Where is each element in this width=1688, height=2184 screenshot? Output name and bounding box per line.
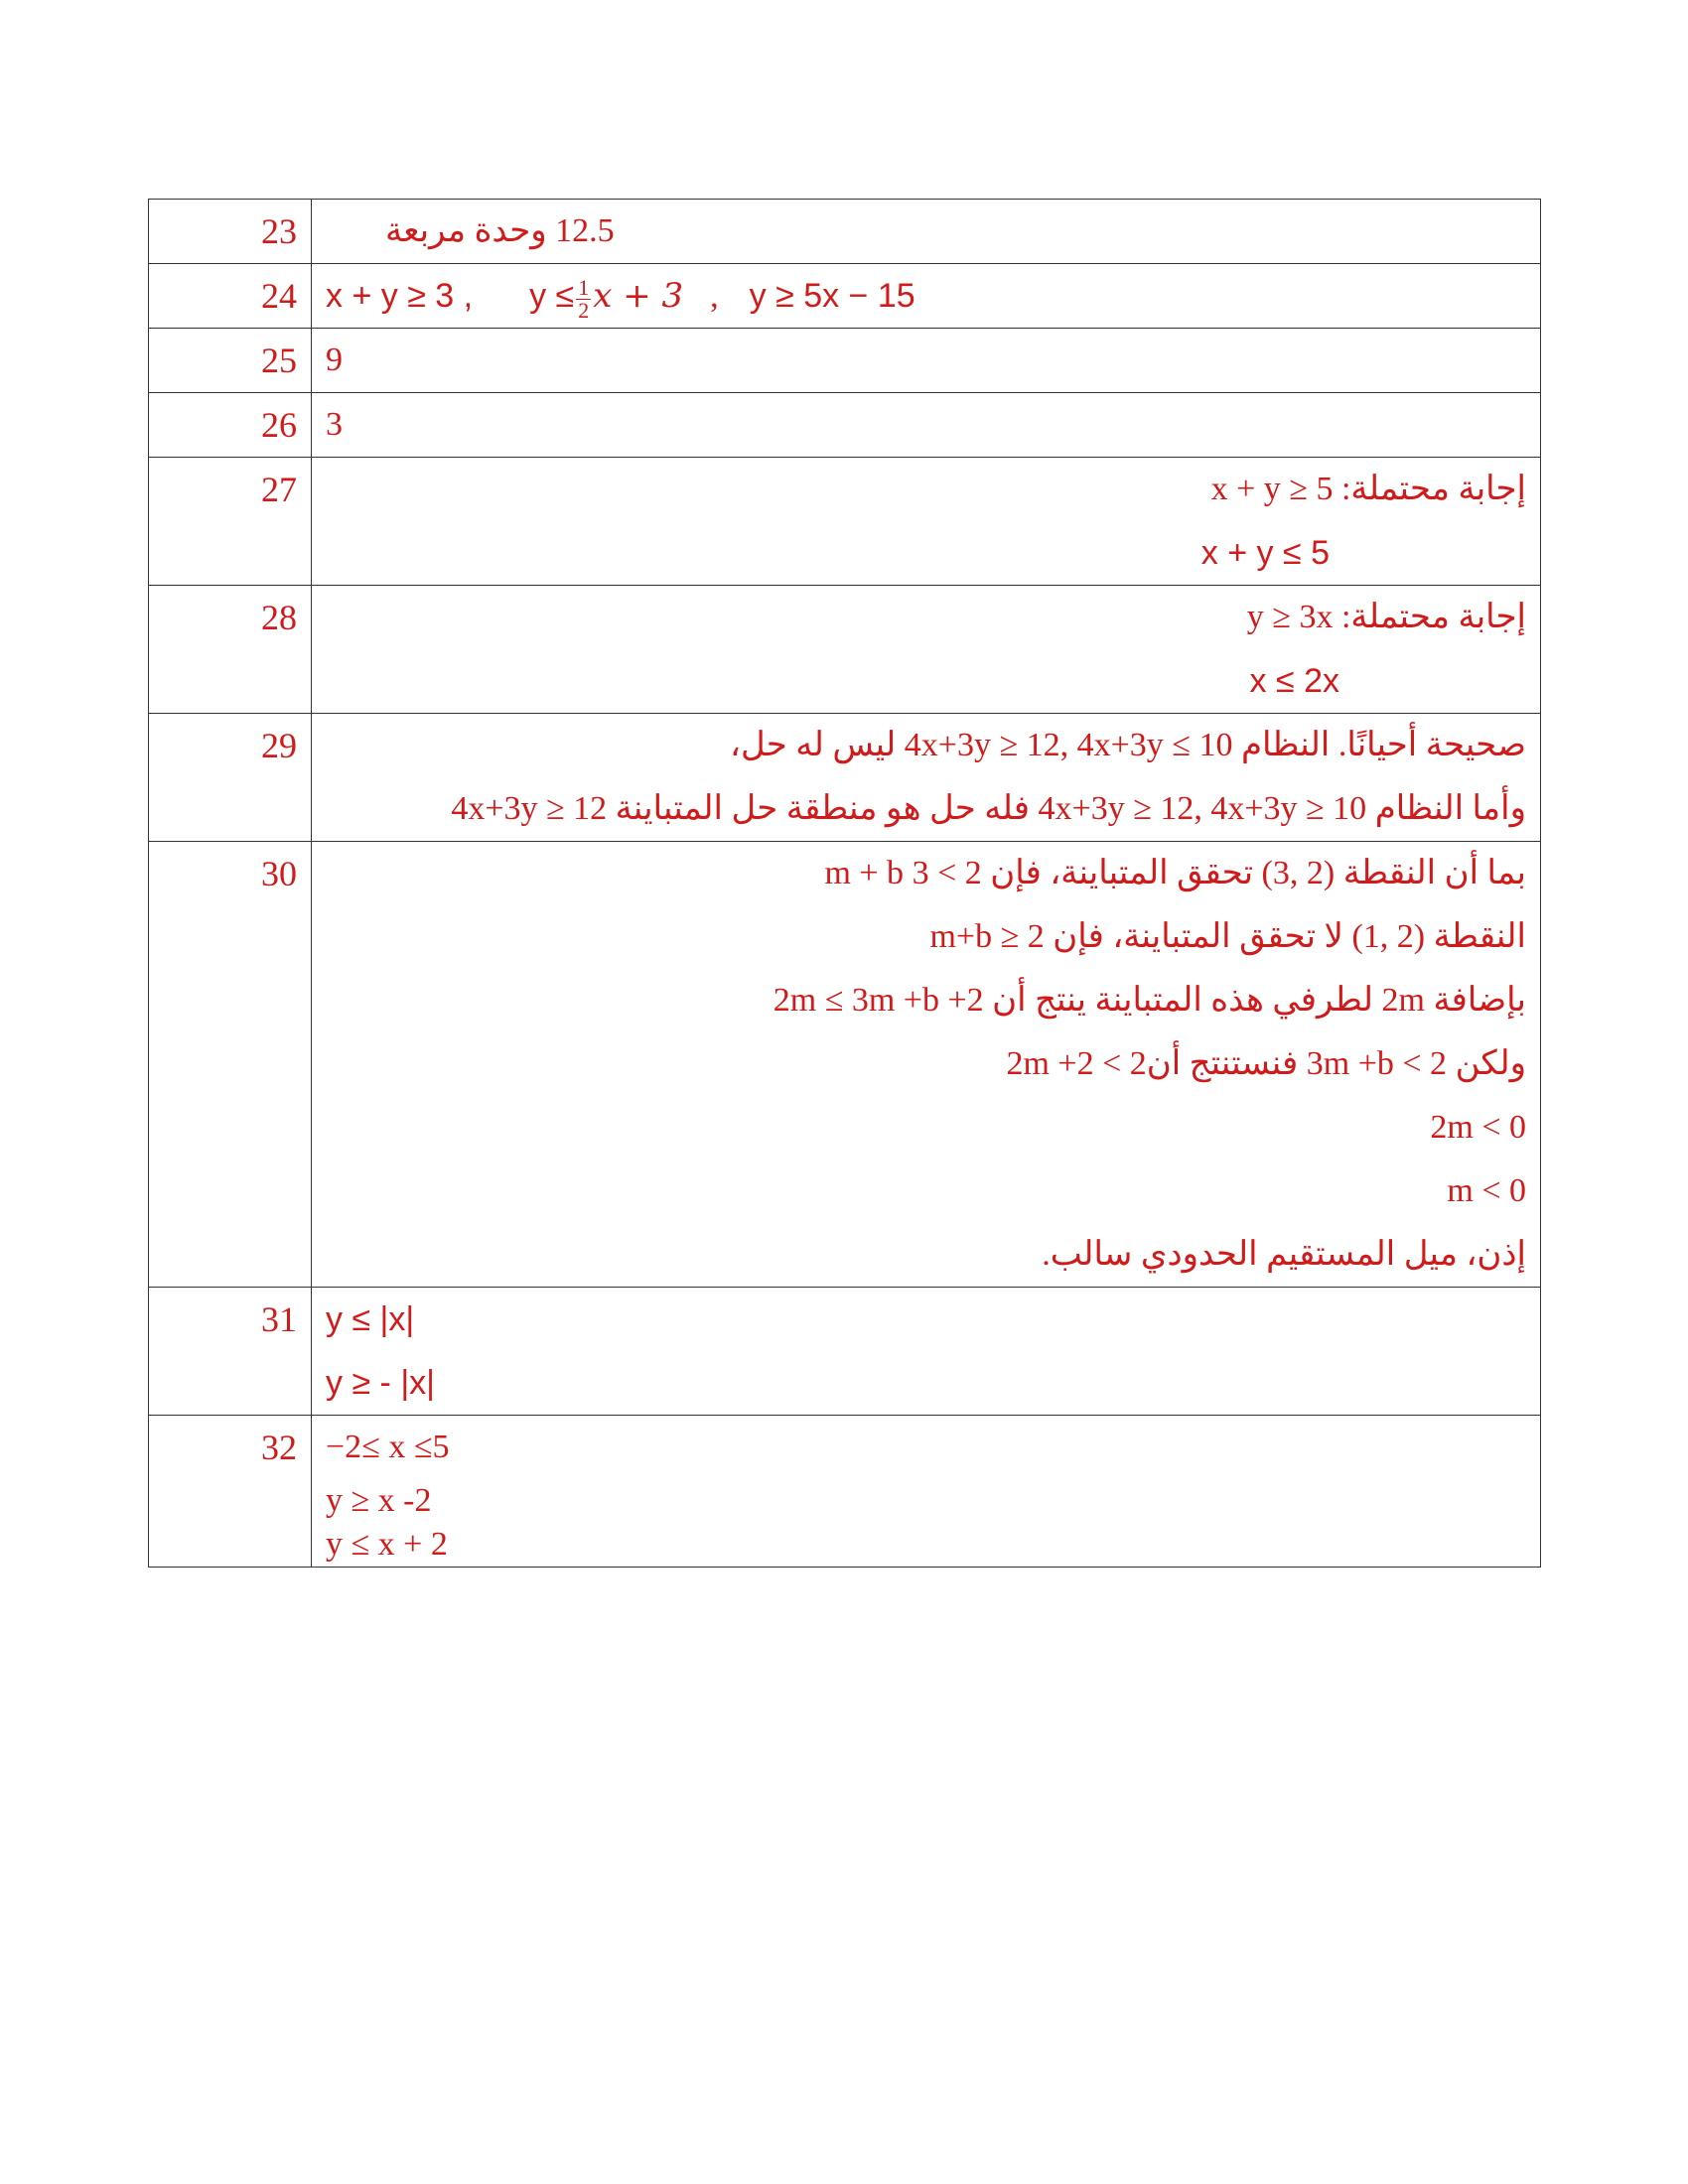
answer-line: m < 0	[1447, 1172, 1526, 1209]
table-row	[149, 264, 1541, 329]
answer-cell	[312, 714, 1541, 842]
answer-line: 2m < 0	[1430, 1109, 1526, 1146]
answer-cell	[312, 1416, 1541, 1568]
question-number: 26	[149, 393, 312, 458]
answer-text: 9	[326, 341, 343, 378]
answer-line: بإضافة 2m لطرفي هذه المتباينة ينتج أن 2+ 2m ≤ 3m +b	[773, 982, 1526, 1019]
table-row	[149, 458, 1541, 586]
answer-cell	[312, 264, 1541, 329]
inequality-3: y ≥ 5x − 15	[749, 277, 915, 315]
answer-line: بما أن النقطة (2 ,3) تحقق المتباينة، فإن 2 > 3 m + b	[824, 855, 1526, 891]
answer-table	[148, 199, 1541, 1568]
question-number: 23	[149, 200, 312, 264]
answer-line: y ≤ |x|	[326, 1300, 415, 1338]
question-number: 31	[149, 1288, 312, 1416]
table-row	[149, 200, 1541, 264]
inequality-1: x + y ≥ 3 ,	[326, 277, 474, 315]
answer-line: y ≥ x -2	[326, 1482, 432, 1519]
answer-line: إجابة محتملة: x + y ≥ 5	[1210, 471, 1526, 507]
table-row	[149, 1288, 1541, 1416]
answer-line: −2≤ x ≤5	[326, 1429, 450, 1465]
answer-line: النقطة (2 ,1) لا تحقق المتباينة، فإن 2 ≤ m+b	[929, 918, 1526, 955]
answer-cell	[312, 842, 1541, 1288]
question-number: 29	[149, 714, 312, 842]
question-number: 24	[149, 264, 312, 329]
question-number: 32	[149, 1416, 312, 1568]
answer-line: y ≥ - |x|	[326, 1364, 435, 1402]
answer-cell	[312, 329, 1541, 393]
question-number: 30	[149, 842, 312, 1288]
answer-cell	[312, 458, 1541, 586]
answer-line: صحيحة أحيانًا. النظام 4x+3y ≥ 12, 4x+3y ≤ 10 ليس له حل،	[730, 727, 1526, 763]
fraction-denominator: 2	[578, 297, 590, 323]
inequality-2-suffix: x + 3	[593, 276, 684, 316]
question-number: 27	[149, 458, 312, 586]
answer-line: إذن، ميل المستقيم الحدودي سالب.	[1042, 1236, 1526, 1273]
question-number: 25	[149, 329, 312, 393]
answer-line: x + y ≤ 5	[1200, 534, 1330, 572]
answer-text: 12.5 وحدة مربعة	[385, 212, 615, 249]
table-row	[149, 842, 1541, 1288]
answer-cell	[312, 200, 1541, 264]
answer-cell	[312, 586, 1541, 714]
table-row	[149, 1416, 1541, 1568]
answer-line: وأما النظام 4x+3y ≥ 12, 4x+3y ≥ 10 فله حل هو منطقة حل المتباينة 4x+3y ≥ 12	[451, 790, 1526, 827]
separator: ,	[710, 278, 719, 315]
answer-text: 3	[326, 406, 343, 443]
table-row	[149, 393, 1541, 458]
table-row	[149, 329, 1541, 393]
answer-cell	[312, 393, 1541, 458]
inequality-2-prefix: y ≤	[529, 277, 575, 315]
answer-line: x ≤ 2x	[1249, 662, 1339, 700]
table-row	[149, 586, 1541, 714]
answer-line: ولكن 3m +b < 2 فنستنتج أن2 > 2+ 2m	[1006, 1045, 1526, 1082]
answer-line: إجابة محتملة: y ≥ 3x	[1246, 599, 1526, 635]
answer-line: y ≤ x + 2	[326, 1526, 448, 1563]
table-row	[149, 714, 1541, 842]
answer-cell	[312, 1288, 1541, 1416]
fraction	[576, 274, 591, 323]
question-number: 28	[149, 586, 312, 714]
fraction-numerator: 1	[578, 274, 590, 300]
